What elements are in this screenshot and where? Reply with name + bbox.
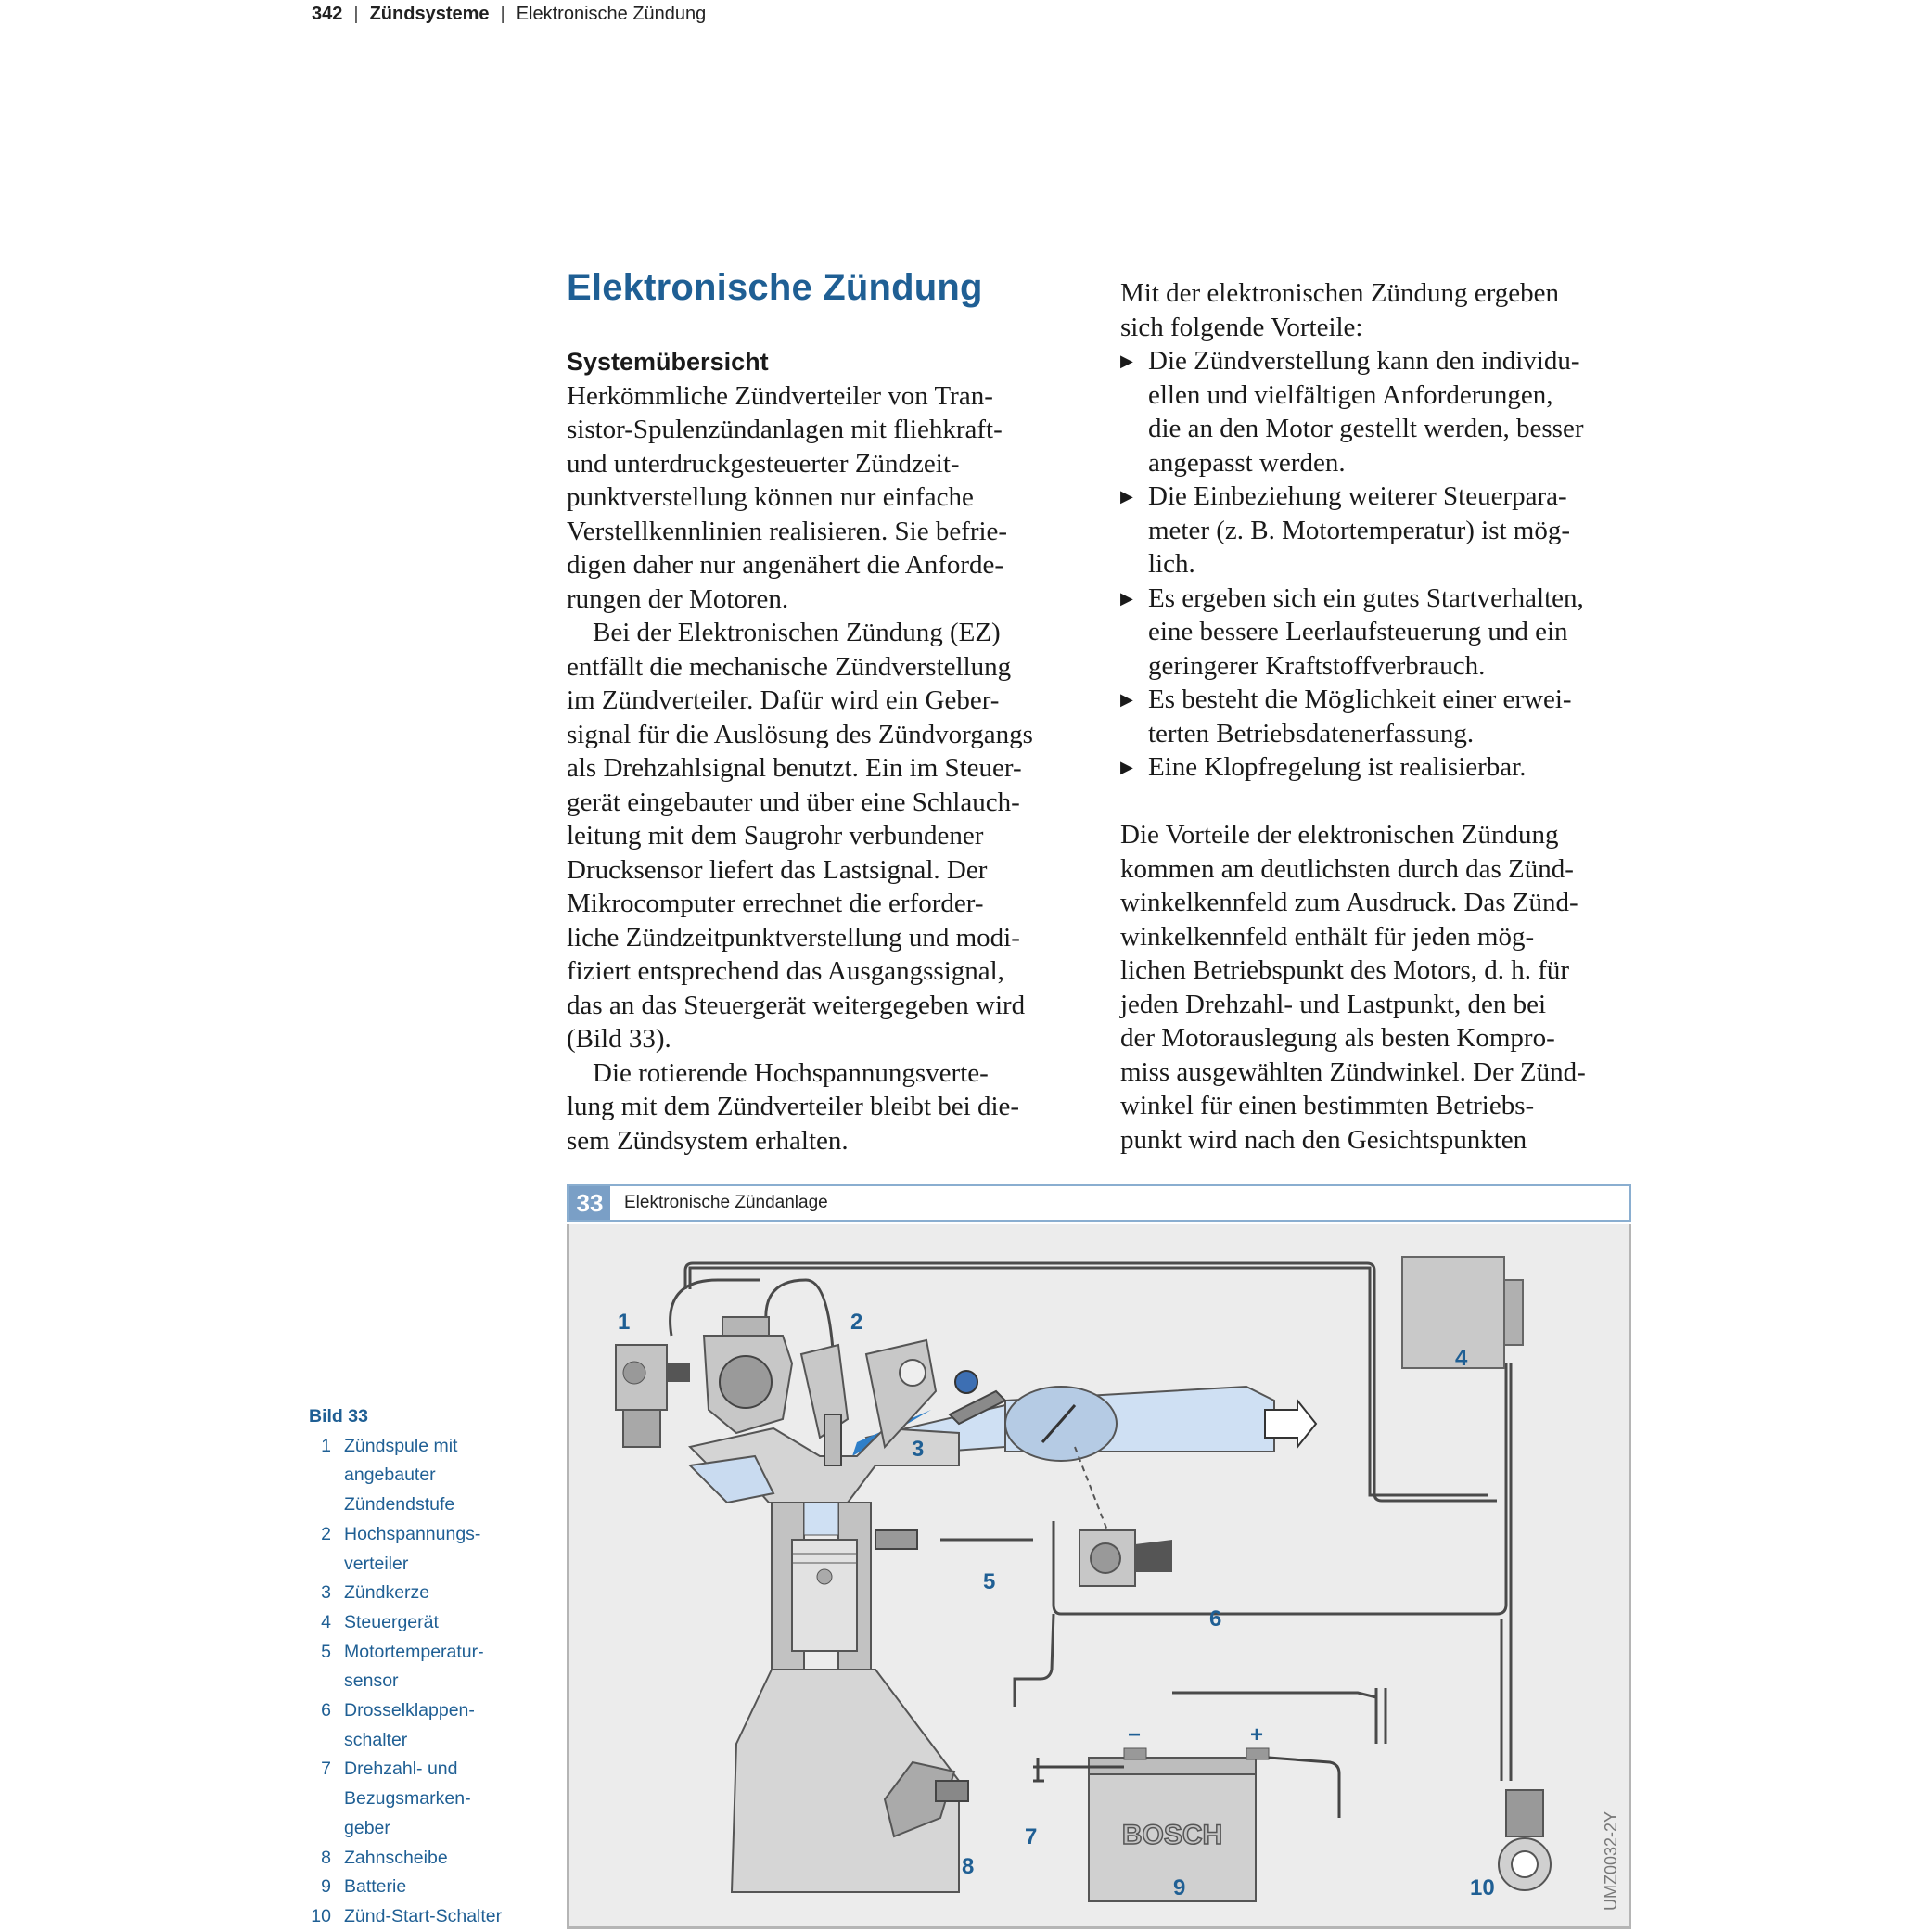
- figure-title: Elektronische Zündanlage: [624, 1193, 828, 1212]
- text-line: der Motorauslegung als besten Kompro-: [1120, 1023, 1555, 1053]
- legend-item: 2 Hochspannungs-: [321, 1523, 481, 1544]
- image-code: UMZ0032-2Y: [1602, 1810, 1620, 1911]
- legend-item: 6 Drosselklappen-: [321, 1700, 475, 1721]
- left-text-column: [567, 345, 1086, 1158]
- text-line: als Drehzahlsignal benutzt. Ein im Steuer-: [567, 753, 1022, 783]
- list-item: ▶ Die Zündverstellung kann den individu-: [1120, 344, 1640, 378]
- list-item-continued: terten Betriebsdatenerfassung.: [1148, 718, 1475, 748]
- running-header: [312, 4, 706, 25]
- text-line: Die Vorteile der elektronischen Zündung: [1120, 820, 1559, 850]
- list-item: ▶ Die Einbeziehung weiterer Steuerpara-: [1120, 480, 1640, 514]
- text-line: sem Zündsystem erhalten.: [567, 1125, 849, 1156]
- battery-minus: −: [1128, 1722, 1142, 1747]
- subheading: Systemübersicht: [567, 348, 769, 376]
- legend-heading: Bild 33: [309, 1406, 368, 1427]
- text-line: Die rotierende Hochspannungsverte-: [593, 1057, 989, 1088]
- text-line: Verstellkennlinien realisieren. Sie befrie-: [567, 516, 1008, 546]
- callout-label: 2: [850, 1310, 863, 1335]
- text-line: winkelkennfeld zum Ausdruck. Das Zünd-: [1120, 888, 1578, 917]
- list-item: ▶ Es besteht die Möglichkeit einer erwei-: [1120, 683, 1640, 717]
- text-line: winkel für einen bestimmten Betriebs-: [1120, 1091, 1535, 1120]
- throttle-switch: [1075, 1447, 1172, 1586]
- right-text-column: [1120, 276, 1640, 1157]
- callout-label: 7: [1025, 1824, 1038, 1849]
- legend-item-continued: schalter: [344, 1729, 408, 1750]
- text-line: sistor-Spulenzündanlagen mit fliehkraft-: [567, 415, 1003, 444]
- legend-item: 7 Drehzahl- und: [321, 1759, 458, 1780]
- text-line: punkt wird nach den Gesichtspunkten: [1120, 1124, 1527, 1155]
- battery-plus: +: [1250, 1722, 1264, 1747]
- text-line: liche Zündzeitpunktverstellung und modi-: [567, 922, 1020, 953]
- bullet-arrow-icon: ▶: [1120, 352, 1133, 370]
- page-title: Elektronische Zündung: [567, 267, 983, 308]
- text-line: fiziert entsprechend das Ausgangssignal,: [567, 956, 1004, 986]
- legend-item-continued: angebauter: [344, 1465, 436, 1486]
- text-line: das an das Steuergerät weitergegeben wird: [567, 990, 1026, 1020]
- ignition-system-diagram: [569, 1224, 1629, 1926]
- text-line: Bei der Elektronischen Zündung (EZ): [593, 618, 1001, 647]
- figure-number: 33: [569, 1186, 610, 1220]
- bullet-arrow-icon: ▶: [1120, 758, 1133, 776]
- legend-item: 3 Zündkerze: [321, 1582, 430, 1604]
- text-line: entfällt die mechanische Zündverstellung: [567, 651, 1012, 682]
- temperature-sensor: [875, 1530, 917, 1549]
- text-line: kommen am deutlichsten durch das Zünd-: [1120, 853, 1574, 884]
- list-item: ▶ Es ergeben sich ein gutes Startverhalten,: [1120, 582, 1640, 616]
- legend-item: 1 Zündspule mit: [321, 1435, 458, 1456]
- text-line: im Zündverteiler. Dafür wird ein Geber-: [567, 685, 1000, 715]
- legend-item-continued: Zündendstufe: [344, 1494, 455, 1516]
- list-item-continued: eine bessere Leerlaufsteuerung und ein: [1148, 617, 1568, 646]
- distributor: [704, 1317, 792, 1433]
- legend-item: 9 Batterie: [321, 1876, 407, 1898]
- header-section: Zündsysteme: [369, 4, 490, 24]
- text-line: rungen der Motoren.: [567, 583, 789, 614]
- callout-label: 9: [1173, 1875, 1186, 1900]
- header-chapter: Elektronische Zündung: [516, 4, 707, 24]
- text-line: (Bild 33).: [567, 1024, 671, 1054]
- text-line: gerät eingebauter und über eine Schlauch-: [567, 787, 1020, 817]
- legend-item-continued: verteiler: [344, 1553, 409, 1574]
- ignition-coil: [616, 1345, 690, 1447]
- bullet-arrow-icon: ▶: [1120, 690, 1133, 709]
- list-item-continued: angepasst werden.: [1148, 447, 1346, 478]
- text-line: digen daher nur angenähert die Anforde-: [567, 550, 1004, 580]
- text-line: lichen Betriebspunkt des Motors, d. h. für: [1120, 955, 1570, 985]
- text-line: signal für die Auslösung des Zündvorgangs: [567, 719, 1033, 749]
- text-line: leitung mit dem Saugrohr verbundener: [567, 821, 984, 851]
- advantage-list: [1120, 344, 1640, 785]
- text-line: Mikrocomputer errechnet die erforder-: [567, 889, 984, 918]
- callout-label: 10: [1470, 1875, 1495, 1900]
- text-line: sich folgende Vorteile:: [1120, 312, 1363, 342]
- figure-header: [567, 1184, 1631, 1222]
- bullet-arrow-icon: ▶: [1120, 487, 1133, 505]
- text-line: Mit der elektronischen Zündung ergeben: [1120, 278, 1559, 308]
- callout-label: 5: [983, 1569, 996, 1594]
- callout-label: 1: [618, 1310, 631, 1335]
- callout-label: 4: [1455, 1346, 1468, 1371]
- list-item-continued: geringerer Kraftstoffverbrauch.: [1148, 650, 1486, 681]
- figure-legend: [309, 1402, 531, 1932]
- text-line: Drucksensor liefert das Lastsignal. Der: [567, 854, 988, 885]
- legend-item: 8 Zahnscheibe: [321, 1847, 448, 1868]
- callout-label: 8: [962, 1854, 975, 1879]
- header-separator: |: [500, 4, 505, 24]
- text-line: winkelkennfeld enthält für jeden mög-: [1120, 921, 1535, 952]
- header-separator: |: [353, 4, 359, 24]
- text-line: jeden Drehzahl- und Lastpunkt, den bei: [1120, 989, 1547, 1019]
- legend-item: 5 Motortemperatur-: [321, 1641, 484, 1662]
- list-item-continued: lich.: [1148, 549, 1195, 579]
- callout-label: 3: [912, 1437, 925, 1462]
- legend-item-continued: sensor: [344, 1670, 399, 1692]
- bullet-arrow-icon: ▶: [1120, 588, 1133, 608]
- page-number: 342: [312, 4, 343, 24]
- list-item-continued: ellen und vielfältigen Anforderungen,: [1148, 379, 1553, 410]
- battery: [1033, 1722, 1339, 1901]
- text-line: miss ausgewählten Zündwinkel. Der Zünd-: [1120, 1056, 1586, 1087]
- legend-item-continued: geber: [344, 1817, 390, 1838]
- spark-plug: [824, 1414, 841, 1465]
- legend-item-continued: Bezugsmarken-: [344, 1788, 471, 1810]
- list-item-continued: meter (z. B. Motortemperatur) ist mög-: [1148, 515, 1571, 545]
- text-line: lung mit dem Zündverteiler bleibt bei die-: [567, 1092, 1020, 1121]
- text-line: punktverstellung können nur einfache: [567, 482, 974, 512]
- legend-item: 10 Zünd-Start-Schalter: [311, 1905, 503, 1926]
- text-line: Herkömmliche Zündverteiler von Tran-: [567, 380, 993, 411]
- legend-item: 4 Steuergerät: [321, 1611, 439, 1632]
- callout-label: 6: [1209, 1606, 1222, 1631]
- list-item-continued: die an den Motor gestellt werden, besser: [1148, 414, 1584, 443]
- text-line: und unterdruckgesteuerter Zündzeit-: [567, 448, 960, 479]
- list-item: ▶ Eine Klopfregelung ist realisierbar.: [1120, 750, 1640, 785]
- battery-brand: BOSCH: [1121, 1820, 1223, 1850]
- ignition-start-switch: [1499, 1790, 1551, 1890]
- figure-illustration: [567, 1224, 1631, 1929]
